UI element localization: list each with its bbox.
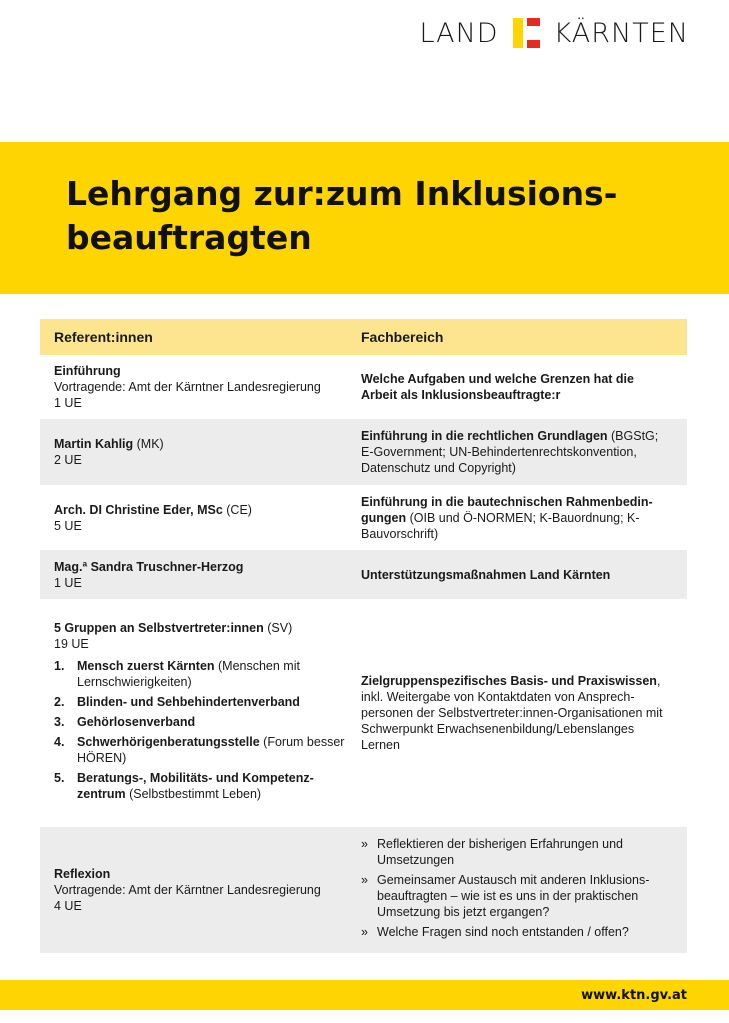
speaker-abbrev: (SV)	[263, 621, 293, 635]
logo-mark-icon	[513, 18, 540, 48]
footer-band	[0, 980, 729, 1010]
topic-cell	[347, 567, 687, 583]
bullet-icon: »	[361, 925, 368, 939]
table-row	[40, 550, 687, 599]
table-row	[40, 599, 687, 827]
topic-detail: (BGStG; E-Government; UN-Behindertenrechtskonvention, Datenschutz und Copyright)	[361, 429, 659, 475]
bullet-icon: »	[361, 837, 368, 851]
header-fachbereich: Fachbereich	[361, 329, 444, 345]
footer-url: www.ktn.gv.at	[581, 987, 687, 1003]
speaker-name: Arch. DI Christine Eder, MSc	[54, 502, 223, 517]
topic-title: Einführung in die bautechnischen Rahmenbedin-gungen	[361, 494, 653, 525]
topic-detail: (OIB und Ö-NORMEN; K-Bauordnung; K-Bauvorschrift)	[361, 510, 640, 541]
topic-cell	[347, 494, 687, 542]
list-item: 2. Blinden- und Sehbehindertenverband	[54, 695, 300, 709]
table-row	[40, 419, 687, 485]
topic-cell	[347, 371, 687, 403]
speaker-detail: Vortragende: Amt der Kärntner Landesregierung	[54, 883, 321, 897]
group-list	[54, 658, 347, 802]
speaker-units: 1 UE	[54, 575, 82, 590]
list-item: » Welche Fragen sind noch entstanden / offen?	[361, 925, 629, 939]
table-row	[40, 485, 687, 550]
speaker-detail: Vortragende: Amt der Kärntner Landesregierung	[54, 380, 321, 394]
bullet-icon: »	[361, 873, 368, 887]
list-item: 1. Mensch zuerst Kärnten (Menschen mit Lernschwierigkeiten)	[54, 659, 300, 689]
list-item: 4. Schwerhörigenberatungsstelle (Forum besser HÖREN)	[54, 735, 345, 765]
speaker-name: 5 Gruppen an Selbstvertreter:innen	[54, 621, 264, 635]
speaker-cell	[40, 436, 347, 468]
header-referentinnen: Referent:innen	[54, 329, 153, 345]
speaker-cell	[40, 502, 347, 534]
speaker-units: 1 UE	[54, 396, 82, 410]
speaker-units: 2 UE	[54, 453, 82, 467]
reflection-list	[361, 836, 673, 940]
table-header	[40, 319, 687, 355]
speaker-cell	[40, 866, 347, 914]
title-band	[0, 142, 729, 294]
speaker-units: 4 UE	[54, 899, 82, 913]
logo-word-land: LAND	[419, 17, 499, 49]
land-kaernten-logo	[419, 16, 689, 50]
topic-title: Welche Aufgaben und welche Grenzen hat die Arbeit als Inklusionsbeauftragte:r	[361, 372, 634, 402]
speaker-name: Reflexion	[54, 867, 111, 881]
topic-detail: , inkl. Weitergabe von Kontaktdaten von Ansprech-personen der Selbstvertreter:innen-Organisationen mit Schwerpunkt Erwachsenenbildung/Lebenslanges Lernen	[361, 674, 663, 752]
topic-cell	[347, 673, 687, 753]
speaker-cell	[40, 363, 347, 411]
list-item: » Gemeinsamer Austausch mit anderen Inklusions-beauftragten – wie ist es uns in der praktischen Umsetzung bis jetzt ergangen?	[361, 873, 650, 919]
speaker-abbrev: (MK)	[133, 437, 164, 451]
table-row	[40, 355, 687, 419]
speaker-cell	[40, 559, 347, 591]
list-item: » Reflektieren der bisherigen Erfahrungen und Umsetzungen	[361, 837, 623, 867]
topic-title: Unterstützungsmaßnahmen Land Kärnten	[361, 567, 611, 582]
curriculum-table	[40, 319, 687, 953]
speaker-units: 5 UE	[54, 518, 82, 533]
speaker-units: 19 UE	[54, 637, 89, 651]
list-item: 5. Beratungs-, Mobilitäts- und Kompetenz-zentrum (Selbstbestimmt Leben)	[54, 771, 314, 801]
speaker-name: Mag.ª Sandra Truschner-Herzog	[54, 559, 244, 574]
logo-word-kaernten: KÄRNTEN	[553, 17, 689, 49]
page-title: Lehrgang zur:zum Inklusions- beauftragten	[66, 174, 618, 257]
speaker-abbrev: (CE)	[222, 502, 252, 517]
topic-cell	[347, 836, 687, 944]
topic-title: Zielgruppenspezifisches Basis- und Praxiswissen	[361, 674, 657, 688]
speaker-cell	[40, 620, 347, 806]
topic-cell	[347, 428, 687, 476]
speaker-name: Einführung	[54, 364, 121, 378]
topic-title: Einführung in die rechtlichen Grundlagen	[361, 429, 608, 443]
list-item: 3. Gehörlosenverband	[54, 715, 196, 729]
table-row	[40, 827, 687, 953]
speaker-name: Martin Kahlig	[54, 437, 134, 451]
